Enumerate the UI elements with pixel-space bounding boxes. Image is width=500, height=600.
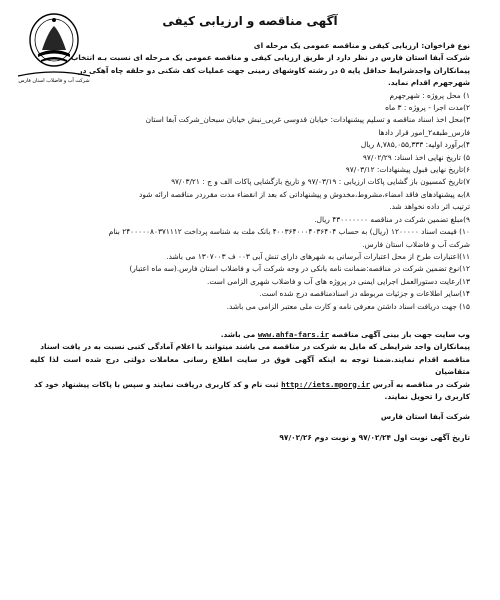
website-prefix: وب سایت جهت باز بینی آگهی مناقصه <box>331 329 470 339</box>
footer-note <box>30 379 470 391</box>
svg-text:شرکت آب و فاضلاب استان فارس: شرکت آب و فاضلاب استان فارس <box>18 78 90 84</box>
intro-line: پیمانکاران واجدشرایط حداقل پایه ۵ در رشته کاوشهای زمینی جهت عملیات کف شکنی دو حلقه چاه آهکی در <box>78 65 470 75</box>
iets-link[interactable]: http://iets.mporg.ir <box>281 379 371 389</box>
company-signature: شرکت آبفا استان فارس <box>380 412 470 422</box>
list-item: ۸)به پیشنهادهای فاقد امضاء،مشروط،مخدوش و پیشنهاداتی که بعد از انقضاء مدت مقرردر مناقصه ارائه شود <box>139 189 470 199</box>
notice-body <box>30 40 470 444</box>
iets-prefix: شرکت در مناقصه به آدرس <box>372 379 470 389</box>
list-item: ۱۳)رعایت دستورالعمل اجرایی ایمنی در پروژه های آب و فاضلاب شهری الزامی است. <box>207 276 470 286</box>
list-item: شرکت آب و فاضلاب استان فارس. <box>362 239 470 249</box>
iets-suffix: ثبت نام و کد کاربری دریافت نمایند و سپس با پاکات پیشنهاد خود کد <box>33 379 279 389</box>
list-item: ۱۰) قیمت اسناد ۱۲۰۰۰۰۰ (ریال) به حساب ۴۰۰۳۶۴۰۰۰۴۰۳۶۴۰۴ بانک ملت به شناسه پرداخت ۲۴۰۰۰۰۰۸۰۳۷۱۱۱۲ بنام <box>108 227 470 237</box>
footer-note: مناقصه اقدام نمایند.ضمنا توجه به اینکه آگهی فوق در سایت اطلاع رسانی معاملات دولتی درج شده است لذا کلیه متقاضیان <box>30 354 470 377</box>
list-item: ۹)مبلغ تضمین شرکت در مناقصه ۴۳۰۰۰۰۰۰۰ ریال. <box>314 214 470 224</box>
list-item: ۱۵) جهت دریافت اسناد داشتن معرفی نامه و کارت ملی معتبر الزامی می باشد. <box>226 301 470 311</box>
list-item: ۴)برآورد اولیه: ۸,۷۸۵,۰۵۵,۳۳۳ ریال <box>360 140 470 150</box>
intro-line: شرکت آبفا استان فارس در نظر دارد از طریق ارزیابی کیفی و مناقصه عمومی یک مـرحله ای نسبت بـه انتخاب <box>70 53 470 63</box>
intro-line: شهرجهرم اقدام نماید. <box>387 78 470 88</box>
publication-dates: تاریخ آگهی نوبت اول ۹۷/۰۲/۲۴ و نوبت دوم ۹۷/۰۲/۲۶ <box>279 432 470 442</box>
list-item: ۶)تاریخ نهایی قبول پیشنهادات: ۹۷/۰۳/۱۲ <box>345 165 470 175</box>
footer-note: پیمانکاران واجد شرایطی که مایل به شرکت در مناقصه می باشند میتوانند با اعلام آمادگی کتبی نسبت به در یافت اسناد <box>40 342 470 352</box>
list-item: ترتیب اثر داده نخواهد شد. <box>389 202 470 212</box>
website-link[interactable]: www.ahfa-fars.ir <box>257 329 330 339</box>
list-item: ۲)مدت اجرا - پروژه : ۳ ماه <box>385 103 470 113</box>
website-suffix: می باشد. <box>220 329 256 339</box>
list-item: ۱۴)سایر اطلاعات و جزئیات مربوطه در اسنادمناقصه درج شده است. <box>259 289 470 299</box>
footer-note: کاربری را تحویل نمایند. <box>384 391 470 401</box>
list-item: ۱۲)نوع تضمین شرکت در مناقصه:ضمانت نامه بانکی در وجه شرکت آب و فاضلاب استان فارس.(سه ماه اعتبار) <box>129 264 470 274</box>
list-item: ۱۱)اعتبارات طرح از محل اعتبارات آبرسانی به شهرهای دارای تنش آبی ۰۰۳ ف ۱۳۰۷۰۰۳ می باشد. <box>166 251 470 261</box>
list-item: فارس_طبقه۲_امور قرار دادها <box>378 127 470 137</box>
list-item: ۵) تاریخ نهایی اخذ اسناد: ۹۷/۰۲/۲۹ <box>362 152 470 162</box>
notice-title: آگهی مناقصه و ارزیابی کیفی <box>162 14 338 28</box>
list-item: ۷)تاریخ کمسیون باز گشایی پاکات ارزیابی : ۹۷/۰۳/۱۹ و تاریخ بازگشایی پاکات الف و ج : ۹۷/۰۳/۲۱ <box>171 177 470 187</box>
call-type: نوع فراخوان: ارزیابی کیفی و مناقصه عمومی یک مرحله ای <box>253 41 470 50</box>
list-item: ۱) محل پروژه : شهرجهرم <box>389 90 470 100</box>
list-item: ۳)محل اخذ اسناد مناقصه و تسلیم پیشنهادات: خیابان قدوسی غربی_نبش خیابان سبحان_شرکت آبفا استان <box>145 115 470 125</box>
website-line <box>30 329 470 341</box>
